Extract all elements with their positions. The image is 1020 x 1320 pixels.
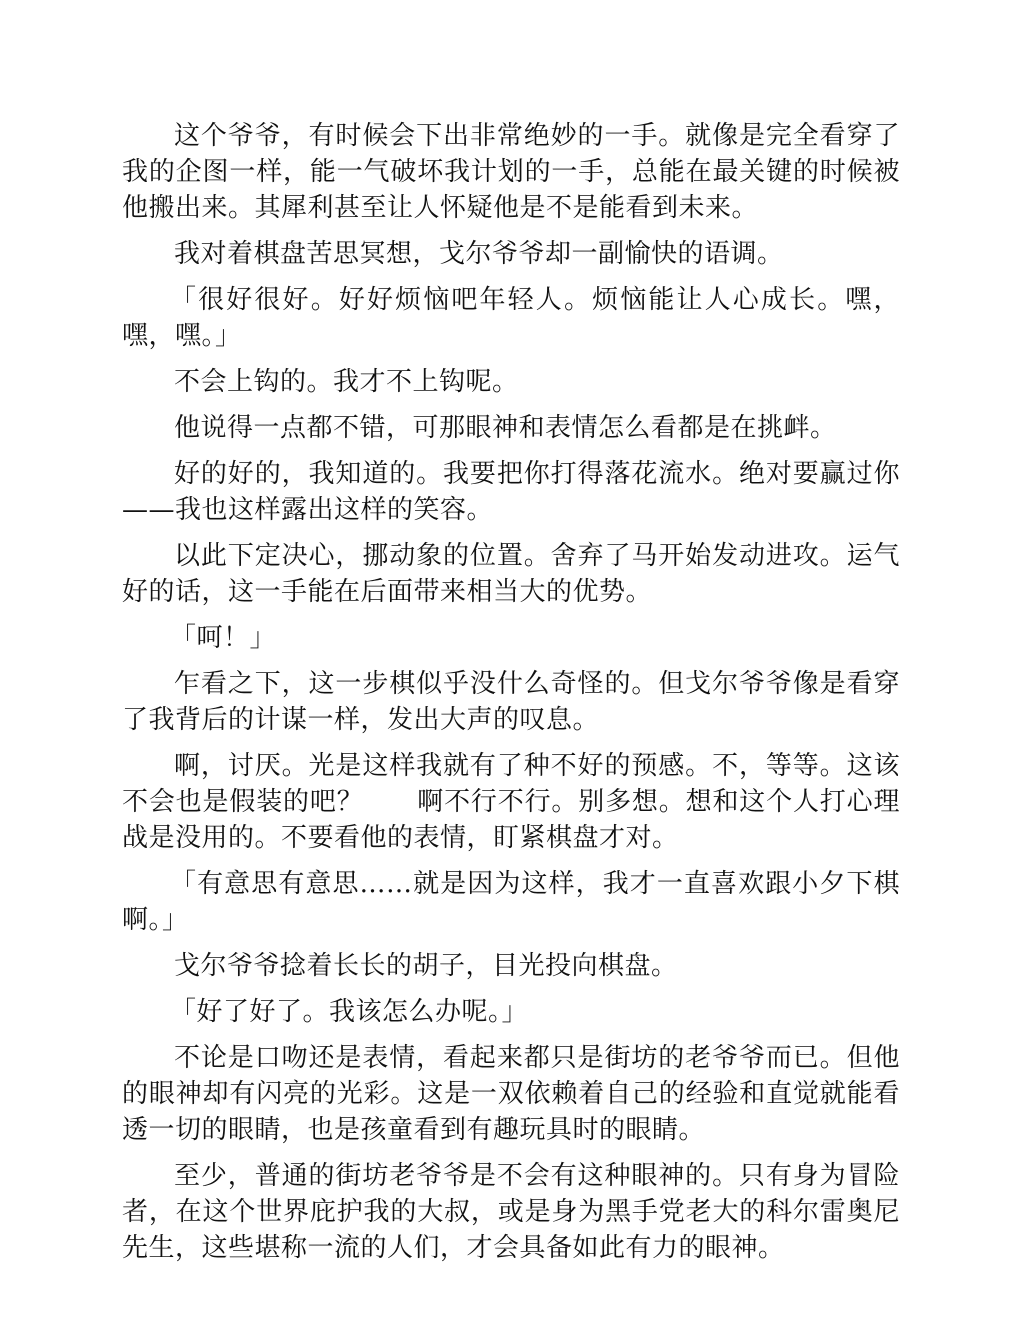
body-text bbox=[122, 118, 900, 1276]
dialogue-paragraph: 「好了好了。我该怎么办呢。」 bbox=[170, 997, 529, 1027]
dialogue-paragraph: 「有意思有意思……就是因为这样，我才一直喜欢跟小夕下棋啊。」 bbox=[122, 869, 900, 935]
paragraph: 以此下定决心，挪动象的位置。舍弃了马开始发动进攻。运气好的话，这一手能在后面带来相当大的优势。 bbox=[122, 541, 900, 607]
paragraph: 我对着棋盘苦思冥想，戈尔爷爷却一副愉快的语调。 bbox=[174, 239, 784, 269]
paragraph: 至少，普通的街坊老爷爷是不会有这种眼神的。只有身为冒险者，在这个世界庇护我的大叔，或是身为黑手党老大的科尔雷奥尼先生，这些堪称一流的人们，才会具备如此有力的眼神。 bbox=[122, 1161, 900, 1263]
paragraph: 好的好的，我知道的。我要把你打得落花流水。绝对要赢过你——我也这样露出这样的笑容。 bbox=[122, 459, 900, 525]
paragraph: 戈尔爷爷捻着长长的胡子，目光投向棋盘。 bbox=[174, 951, 678, 981]
dialogue-paragraph: 「很好很好。好好烦恼吧年轻人。烦恼能让人心成长。嘿，嘿，嘿。」 bbox=[122, 285, 900, 351]
dialogue-paragraph: 「呵！」 bbox=[170, 623, 277, 653]
paragraph: 乍看之下，这一步棋似乎没什么奇怪的。但戈尔爷爷像是看穿了我背后的计谋一样，发出大声的叹息。 bbox=[122, 669, 900, 735]
paragraph: 不会上钩的。我才不上钩呢。 bbox=[174, 367, 519, 397]
paragraph: 啊，讨厌。光是这样我就有了种不好的预感。不，等等。这该不会也是假装的吧？ 啊不行不行。别多想。想和这个人打心理战是没用的。不要看他的表情，盯紧棋盘才对。 bbox=[122, 751, 900, 853]
paragraph: 不论是口吻还是表情，看起来都只是街坊的老爷爷而已。但他的眼神却有闪亮的光彩。这是一双依赖着自己的经验和直觉就能看透一切的眼睛，也是孩童看到有趣玩具时的眼睛。 bbox=[122, 1043, 900, 1145]
paragraph: 他说得一点都不错，可那眼神和表情怎么看都是在挑衅。 bbox=[174, 413, 837, 443]
paragraph: 这个爷爷，有时候会下出非常绝妙的一手。就像是完全看穿了我的企图一样，能一气破坏我计划的一手，总能在最关键的时候被他搬出来。其犀利甚至让人怀疑他是不是能看到未来。 bbox=[122, 121, 900, 223]
